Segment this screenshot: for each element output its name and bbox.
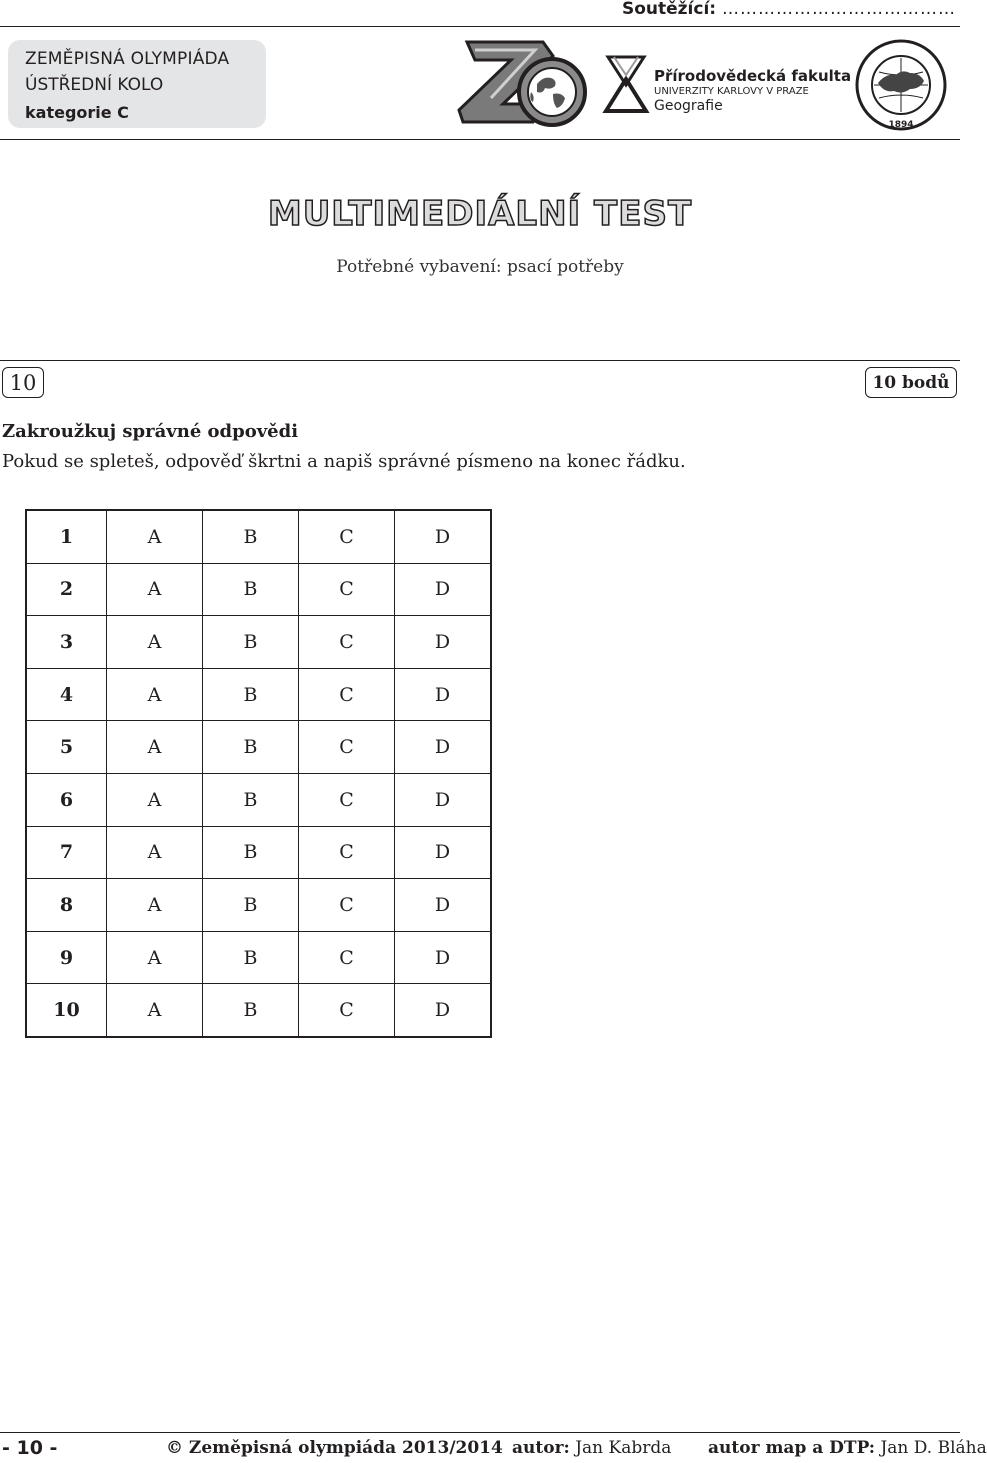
option-c[interactable]: C <box>299 616 395 669</box>
answer-row <box>26 616 491 669</box>
option-b[interactable]: B <box>203 563 299 616</box>
option-c[interactable]: C <box>299 510 395 563</box>
option-d[interactable]: D <box>395 563 492 616</box>
answer-row <box>26 984 491 1037</box>
society-seal <box>850 39 952 131</box>
option-c[interactable]: C <box>299 826 395 879</box>
answer-table <box>25 509 492 1038</box>
question-number: 6 <box>26 773 107 826</box>
option-b[interactable]: B <box>203 668 299 721</box>
olympiad-round: ÚSTŘEDNÍ KOLO <box>25 75 164 95</box>
option-c[interactable]: C <box>299 879 395 932</box>
question-number: 3 <box>26 616 107 669</box>
option-b[interactable]: B <box>203 773 299 826</box>
task-points-badge: 10 bodů <box>865 367 957 398</box>
answer-row <box>26 826 491 879</box>
option-b[interactable]: B <box>203 879 299 932</box>
option-c[interactable]: C <box>299 773 395 826</box>
option-d[interactable]: D <box>395 931 492 984</box>
footer-dtp <box>708 1438 987 1458</box>
footer-author <box>512 1438 671 1458</box>
page-subtitle: Potřebné vybavení: psací potřeby <box>336 257 624 277</box>
option-b[interactable]: B <box>203 826 299 879</box>
top-rule <box>0 26 960 27</box>
option-b[interactable]: B <box>203 616 299 669</box>
footer-dtp-name: Jan D. Bláha <box>880 1438 987 1458</box>
answer-row <box>26 931 491 984</box>
option-a[interactable]: A <box>107 984 203 1037</box>
faculty-department: Geografie <box>654 98 723 114</box>
option-d[interactable]: D <box>395 879 492 932</box>
question-number: 10 <box>26 984 107 1037</box>
answer-row <box>26 721 491 774</box>
olympiad-title: ZEMĚPISNÁ OLYMPIÁDA <box>25 49 230 69</box>
option-a[interactable]: A <box>107 616 203 669</box>
option-b[interactable]: B <box>203 984 299 1037</box>
option-a[interactable]: A <box>107 510 203 563</box>
olympiad-category: kategorie C <box>25 103 129 122</box>
option-d[interactable]: D <box>395 510 492 563</box>
society-seal-year: 1894 <box>888 120 914 130</box>
option-c[interactable]: C <box>299 563 395 616</box>
contestant-field <box>622 0 956 19</box>
answer-row <box>26 773 491 826</box>
footer-dtp-label: autor map a DTP: <box>708 1438 876 1458</box>
option-b[interactable]: B <box>203 931 299 984</box>
contestant-label: Soutěžící: <box>621 0 717 19</box>
question-number: 8 <box>26 879 107 932</box>
option-d[interactable]: D <box>395 616 492 669</box>
option-c[interactable]: C <box>299 931 395 984</box>
option-b[interactable]: B <box>203 510 299 563</box>
option-c[interactable]: C <box>299 668 395 721</box>
option-a[interactable]: A <box>107 773 203 826</box>
header-rule <box>0 139 960 140</box>
contestant-dots: ………………………………… <box>722 0 956 19</box>
question-number: 9 <box>26 931 107 984</box>
answer-row <box>26 668 491 721</box>
task-instruction: Pokud se spleteš, odpověď škrtni a napiš správné písmeno na konec řádku. <box>2 451 686 472</box>
option-b[interactable]: B <box>203 721 299 774</box>
option-d[interactable]: D <box>395 984 492 1037</box>
answer-row <box>26 563 491 616</box>
task-rule <box>0 360 960 361</box>
option-a[interactable]: A <box>107 563 203 616</box>
answer-row <box>26 879 491 932</box>
faculty-name: Přírodovědecká fakulta <box>654 67 852 85</box>
option-d[interactable]: D <box>395 668 492 721</box>
question-number: 7 <box>26 826 107 879</box>
option-a[interactable]: A <box>107 879 203 932</box>
option-a[interactable]: A <box>107 721 203 774</box>
option-d[interactable]: D <box>395 721 492 774</box>
faculty-university: UNIVERZITY KARLOVY V PRAZE <box>654 86 809 97</box>
task-heading: Zakroužkuj správné odpovědi <box>2 421 299 442</box>
zo-logo <box>457 34 590 134</box>
option-a[interactable]: A <box>107 931 203 984</box>
question-number: 1 <box>26 510 107 563</box>
question-number: 4 <box>26 668 107 721</box>
page-title: MULTIMEDIÁLNÍ TEST <box>267 194 693 234</box>
option-a[interactable]: A <box>107 826 203 879</box>
task-number-badge: 10 <box>2 367 44 398</box>
footer-copyright: © Zeměpisná olympiáda 2013/2014 <box>166 1438 503 1458</box>
footer-rule <box>0 1432 960 1433</box>
option-d[interactable]: D <box>395 826 492 879</box>
option-c[interactable]: C <box>299 984 395 1037</box>
answer-row <box>26 510 491 563</box>
question-number: 5 <box>26 721 107 774</box>
page-number: - 10 - <box>2 1437 58 1459</box>
option-d[interactable]: D <box>395 773 492 826</box>
footer-author-label: autor: <box>512 1438 570 1458</box>
option-c[interactable]: C <box>299 721 395 774</box>
question-number: 2 <box>26 563 107 616</box>
faculty-logo <box>604 55 648 113</box>
footer-author-name: Jan Kabrda <box>575 1438 672 1458</box>
option-a[interactable]: A <box>107 668 203 721</box>
answer-table-body <box>26 510 491 1037</box>
